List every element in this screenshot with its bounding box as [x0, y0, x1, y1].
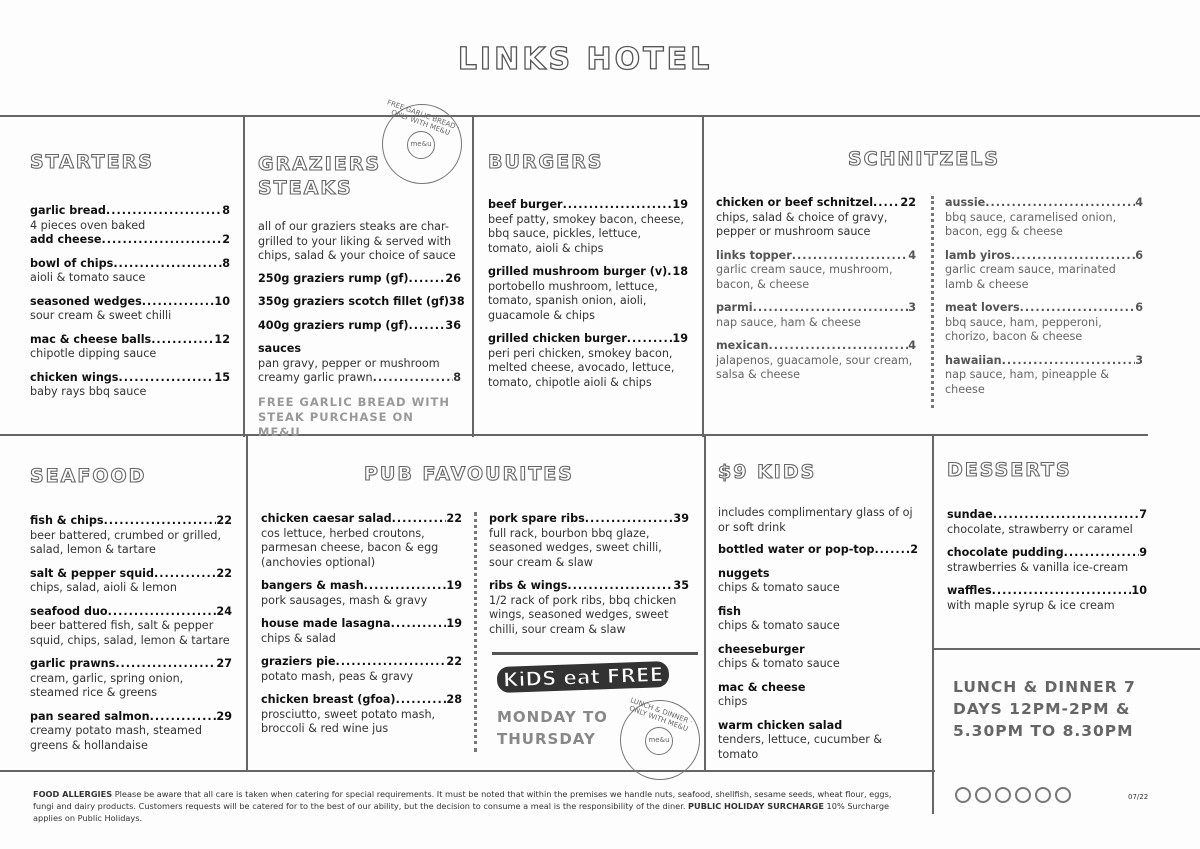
item-name: sundae — [947, 508, 993, 521]
menu-item — [947, 546, 1147, 575]
item-name: grilled mushroom burger (v) — [488, 265, 668, 278]
item-desc: chocolate, strawberry or caramel — [947, 522, 1133, 536]
menu-item — [261, 512, 462, 570]
item-name: 400g graziers rump (gf) — [258, 318, 409, 332]
item-name: seasoned wedges — [30, 294, 142, 308]
item-name: pan seared salmon — [30, 709, 150, 723]
menu-item — [718, 681, 918, 710]
section-heading: SCHNITZELS — [848, 148, 1001, 170]
menu-item — [258, 272, 461, 287]
badge-icon — [1055, 787, 1071, 803]
item-name: chicken or beef schnitzel — [716, 196, 874, 209]
menu-code: 07/22 — [1128, 793, 1149, 801]
item-price: 26 — [445, 271, 461, 285]
menu-item — [261, 579, 462, 608]
burgers-section — [488, 150, 688, 399]
item-name: add cheese — [30, 233, 102, 246]
menu-item — [716, 249, 916, 293]
item-desc: chips & tomato sauce — [718, 657, 840, 670]
item-price: 38 — [449, 295, 465, 308]
section-heading: $9 KIDS — [718, 461, 817, 483]
opening-hours: LUNCH & DINNER 7 DAYS 12PM-2PM & 5.30PM TO 8.30PM — [953, 678, 1136, 740]
menu-item — [261, 617, 462, 646]
badge-icon — [955, 787, 971, 803]
item-name: garlic prawns — [30, 657, 116, 670]
item-name: salt & pepper squid — [30, 566, 155, 580]
kids-section — [718, 460, 918, 771]
menu-item — [718, 643, 918, 672]
item-name: mac & cheese balls — [30, 332, 152, 346]
menu-item — [718, 543, 918, 558]
menu-item — [718, 567, 918, 596]
menu-item — [30, 233, 230, 248]
item-price: 6 — [1135, 248, 1143, 262]
free-garlic-bread-badge — [382, 98, 462, 184]
menu-item — [945, 249, 1143, 293]
item-name: lamb yiros — [945, 248, 1011, 262]
divider — [704, 434, 706, 772]
item-price: 39 — [673, 512, 689, 525]
menu-item — [947, 508, 1147, 537]
steak-promo: FREE GARLIC BREAD WITH STEAK PURCHASE ON ME&U — [258, 394, 451, 439]
item-price: 28 — [446, 693, 462, 706]
item-price: 19 — [672, 198, 688, 211]
item-desc: chips & tomato sauce — [718, 619, 840, 632]
certification-logos — [955, 787, 1075, 807]
badge-icon — [995, 787, 1011, 803]
surcharge-label: PUBLIC HOLIDAY SURCHARGE — [688, 801, 824, 811]
item-desc: garlic cream sauce, marinated lamb & cheese — [945, 263, 1116, 291]
item-desc: nap sauce, ham, pineapple & cheese — [945, 368, 1109, 396]
item-name: grilled chicken burger — [488, 332, 627, 345]
item-desc: chips, salad & choice of gravy, pepper or mushroom sauce — [716, 210, 888, 238]
hotel-title: LINKS HOTEL — [457, 42, 713, 77]
item-name: 350g graziers scotch fillet (gf) — [258, 295, 450, 308]
item-desc: garlic cream sauce, mushroom, bacon, & cheese — [716, 263, 893, 291]
item-desc: chips & tomato sauce — [718, 581, 840, 594]
footer-notice — [33, 788, 913, 824]
item-name: chicken caesar salad — [261, 512, 392, 525]
item-desc: with maple syrup & ice cream — [947, 598, 1115, 612]
menu-item — [718, 605, 918, 634]
divider — [702, 115, 704, 437]
item-desc: 4 pieces oven baked — [30, 218, 146, 232]
menu-item — [489, 579, 689, 637]
section-heading: DESSERTS — [947, 459, 1072, 481]
menu-item — [488, 332, 688, 390]
kids-free-days: MONDAY TO THURSDAY — [497, 708, 608, 748]
item-name: mac & cheese — [718, 680, 806, 694]
item-price: 8 — [222, 204, 230, 217]
item-price: 4 — [908, 339, 916, 352]
lunch-dinner-badge — [620, 696, 700, 780]
item-name: cheeseburger — [718, 642, 805, 656]
item-price: 22 — [446, 655, 462, 668]
badge-icon — [1035, 787, 1051, 803]
menu-item — [489, 512, 689, 570]
item-price: 9 — [1139, 546, 1147, 559]
item-desc: tenders, lettuce, cucumber & tomato — [718, 733, 883, 761]
menu-item — [945, 301, 1143, 345]
menu-item — [261, 693, 462, 737]
section-heading: STARTERS — [30, 151, 154, 173]
divider — [0, 115, 1200, 117]
pub-left — [261, 512, 462, 746]
menu-item — [716, 339, 916, 383]
menu-item — [716, 301, 916, 330]
item-desc: baby rays bbq sauce — [30, 385, 147, 398]
menu-item — [30, 295, 230, 324]
item-name: garlic bread — [30, 204, 106, 217]
divider — [243, 115, 245, 437]
item-price: 22 — [216, 566, 232, 580]
item-name: mexican — [716, 339, 769, 352]
kids-intro: includes complimentary glass of oj or soft drink — [718, 506, 913, 534]
item-price: 35 — [673, 579, 689, 592]
menu-item — [716, 196, 916, 240]
item-price: 27 — [216, 657, 232, 670]
menu-item-sauces — [258, 342, 461, 386]
section-heading: GRAZIERS — [258, 153, 382, 175]
menu-item — [30, 657, 232, 701]
item-name: house made lasagna — [261, 617, 391, 630]
badge-text: FREE GARLIC BREAD · ONLY WITH ME&U — [385, 98, 461, 138]
menu-item — [30, 333, 230, 362]
badge-text: LUNCH & DINNER · ONLY WITH ME&U — [628, 696, 694, 734]
item-desc: bbq sauce, caramelised onion, bacon, egg & cheese — [945, 210, 1117, 238]
kids-eat-free-logo: KiDS eat FREE — [497, 661, 670, 693]
item-desc: prosciutto, sweet potato mash, broccoli & red wine jus — [261, 707, 436, 735]
menu-item — [261, 655, 462, 684]
item-name: warm chicken salad — [718, 718, 843, 732]
item-price: 7 — [1139, 508, 1147, 521]
item-price: 15 — [214, 370, 230, 384]
item-name: bowl of chips — [30, 256, 114, 270]
item-name: graziers pie — [261, 655, 336, 668]
item-name: hawaiian — [945, 353, 1002, 367]
item-price: 3 — [1135, 353, 1143, 367]
item-desc: pan gravy, pepper or mushroom — [258, 356, 440, 370]
item-price: 10 — [1131, 584, 1147, 597]
badge-icon — [975, 787, 991, 803]
item-name: bottled water or pop-top — [718, 543, 875, 556]
dotted-divider — [931, 196, 934, 408]
seafood-section — [30, 464, 232, 762]
starters-section — [30, 150, 230, 409]
item-name: creamy garlic prawn — [258, 371, 373, 384]
item-desc: peri peri chicken, smokey bacon, melted cheese, avocado, lettuce, tomato, chipotle aioli & chips — [488, 346, 675, 389]
menu-item — [488, 265, 688, 323]
item-price: 12 — [214, 332, 230, 346]
menu-item — [258, 295, 465, 310]
menu-item — [30, 371, 230, 400]
item-price: 8 — [222, 256, 230, 270]
item-price: 6 — [1135, 301, 1143, 314]
item-name: fish & chips — [30, 514, 104, 527]
divider — [0, 434, 1148, 436]
item-desc: beef patty, smokey bacon, cheese, bbq sauce, pickles, lettuce, tomato, aioli & chips — [488, 212, 684, 255]
section-heading: BURGERS — [488, 151, 604, 173]
menu-item — [945, 196, 1143, 240]
item-price: 4 — [1135, 196, 1143, 209]
allergy-text: Please be aware that all care is taken when catering for special requirements. It must be noted that within the premises we handle nuts, seafood, shellfish, sesame seeds, wheat flour, eggs, fungi and dairy products. Customers requests will be catered for to the best of our ability, but the decision to consume a meal is the responsibility of the diner. — [33, 789, 892, 811]
item-desc: chips — [718, 695, 748, 708]
item-price: 18 — [672, 265, 688, 278]
item-name: sauces — [258, 342, 302, 355]
menu-item — [258, 319, 461, 334]
item-desc: aioli & tomato sauce — [30, 271, 146, 284]
item-name: bangers & mash — [261, 579, 364, 592]
divider — [472, 115, 474, 437]
item-price: 8 — [453, 371, 461, 384]
divider — [492, 652, 698, 655]
menu-item — [30, 567, 232, 596]
section-heading: STEAKS — [258, 177, 353, 199]
meandu-logo: me&u — [407, 131, 435, 159]
item-name: chicken breast (gfoa) — [261, 693, 396, 706]
item-desc: jalapenos, guacamole, sour cream, salsa & cheese — [716, 353, 913, 381]
item-price: 10 — [214, 294, 230, 308]
menu-item — [488, 198, 688, 256]
menu-item — [30, 204, 230, 233]
item-name: beef burger — [488, 198, 563, 211]
item-desc: sour cream & sweet chilli — [30, 309, 172, 322]
menu-item — [30, 710, 232, 754]
surcharge-text: 10% Surcharge applies on Public Holidays. — [33, 801, 890, 823]
section-heading: PUB FAVOURITES — [364, 463, 574, 485]
item-price: 22 — [900, 196, 916, 209]
divider — [932, 648, 1200, 650]
item-price: 22 — [446, 512, 462, 525]
item-price: 19 — [446, 579, 462, 592]
item-name: waffles — [947, 584, 992, 597]
section-heading: SEAFOOD — [30, 465, 147, 487]
badge-icon — [1015, 787, 1031, 803]
schnitzels-right — [945, 196, 1143, 406]
item-desc: creamy potato mash, steamed greens & hollandaise — [30, 724, 202, 752]
item-name: 250g graziers rump (gf) — [258, 271, 409, 285]
item-name: aussie — [945, 196, 986, 209]
item-name: links topper — [716, 248, 792, 262]
item-price: 4 — [908, 248, 916, 262]
item-price: 2 — [910, 543, 918, 556]
divider — [246, 434, 248, 772]
item-desc: potato mash, peas & gravy — [261, 669, 414, 683]
item-desc: cos lettuce, herbed croutons, parmesan cheese, bacon & egg (anchovies optional) — [261, 526, 439, 569]
item-desc: full rack, bourbon bbq glaze, seasoned wedges, sweet chilli, sour cream & slaw — [489, 526, 662, 569]
item-name: pork spare ribs — [489, 512, 585, 525]
steaks-section — [258, 152, 465, 440]
item-name: nuggets — [718, 566, 770, 580]
item-desc: nap sauce, ham & cheese — [716, 315, 861, 329]
item-price: 19 — [446, 617, 462, 630]
item-desc: pork sausages, mash & gravy — [261, 593, 428, 607]
menu-item — [718, 719, 918, 763]
meandu-logo: me&u — [645, 727, 673, 755]
item-name: ribs & wings — [489, 579, 568, 592]
item-desc: beer battered fish, salt & pepper squid, chips, salad, lemon & tartare — [30, 619, 230, 647]
item-price: 29 — [216, 709, 232, 723]
divider — [932, 434, 934, 814]
item-desc: beer battered, crumbed or grilled, salad, lemon & tartare — [30, 528, 222, 556]
desserts-section — [947, 458, 1147, 622]
item-desc: chipotle dipping sauce — [30, 347, 157, 360]
item-name: meat lovers — [945, 301, 1020, 314]
item-name: seafood duo — [30, 604, 108, 618]
menu-item — [30, 605, 232, 649]
item-name: parmi — [716, 301, 753, 314]
item-name: fish — [718, 604, 741, 618]
item-price: 19 — [672, 332, 688, 345]
item-name: chicken wings — [30, 370, 119, 384]
item-desc: cream, garlic, spring onion, steamed rice & greens — [30, 671, 184, 699]
steaks-intro: all of our graziers steaks are char-grilled to your liking & served with chips, salad & your choice of sauce — [258, 220, 456, 262]
menu-item — [30, 514, 232, 558]
item-price: 24 — [216, 604, 232, 618]
menu-item — [30, 257, 230, 286]
schnitzels-left — [716, 196, 916, 392]
item-price: 22 — [216, 514, 232, 527]
item-desc: chips, salad, aioli & lemon — [30, 581, 177, 594]
item-price: 36 — [445, 318, 461, 332]
item-price: 2 — [222, 233, 230, 246]
allergy-label: FOOD ALLERGIES — [33, 789, 113, 799]
menu-item — [947, 584, 1147, 613]
pub-right — [489, 512, 689, 646]
dotted-divider — [474, 512, 477, 752]
item-name: chocolate pudding — [947, 546, 1064, 559]
menu-item — [945, 354, 1143, 398]
item-desc: chips & salad — [261, 631, 336, 645]
item-desc: strawberries & vanilla ice-cream — [947, 560, 1129, 574]
item-desc: bbq sauce, ham, pepperoni, chorizo, bacon & cheese — [945, 315, 1102, 343]
item-price: 3 — [908, 301, 916, 314]
item-desc: portobello mushroom, lettuce, tomato, spanish onion, aioli, guacamole & chips — [488, 279, 658, 322]
item-desc: 1/2 rack of pork ribs, bbq chicken wings, seasoned wedges, sweet chilli, sour cream & slaw — [489, 593, 677, 636]
